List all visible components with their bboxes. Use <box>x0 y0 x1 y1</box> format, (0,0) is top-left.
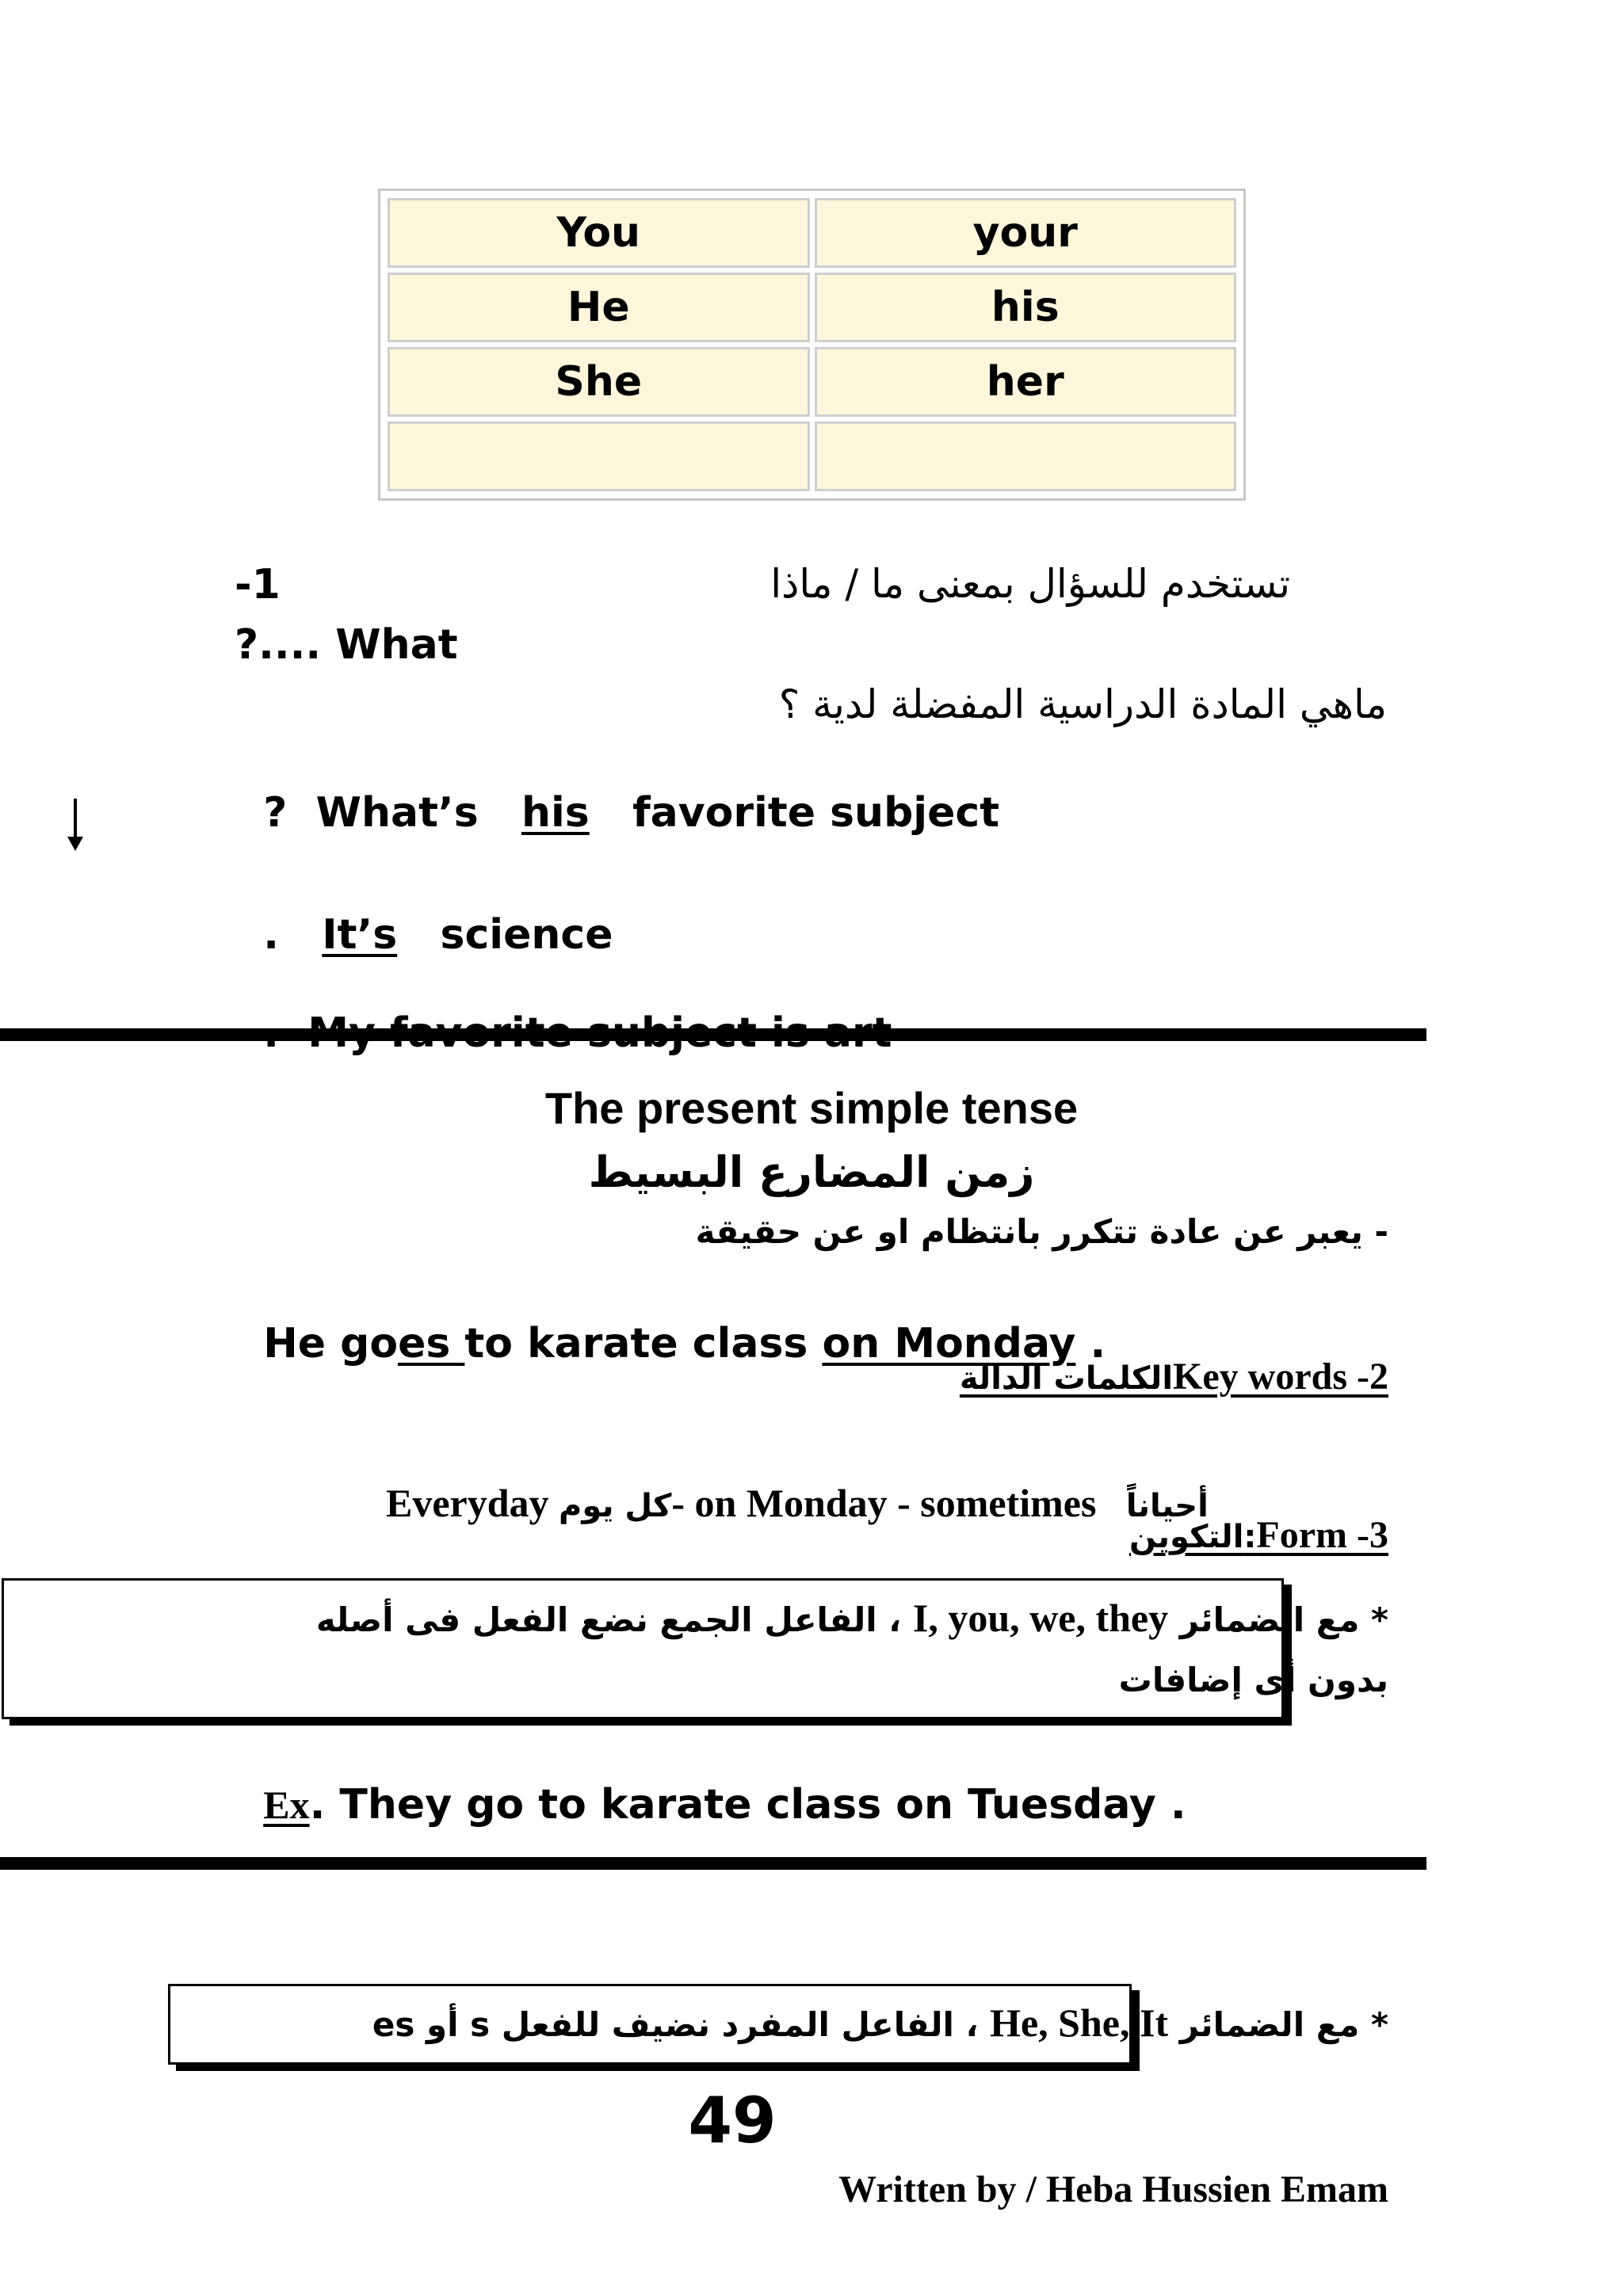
table-cell: He <box>388 273 810 342</box>
period: . <box>263 911 279 959</box>
example-question <box>235 742 999 837</box>
section-divider <box>0 1857 1426 1870</box>
underlined-phrase: on Monday <box>822 1320 1076 1367</box>
author-credit: Written by / Heba Hussien Emam <box>838 2168 1388 2210</box>
rule-singular-subjects <box>372 2000 1388 2046</box>
sentence: . They go to karate class on Tuesday . <box>309 1781 1186 1829</box>
pronoun-table <box>378 189 1246 501</box>
table-cell: her <box>815 347 1237 417</box>
text-arabic: ، الفاعل الجمع نضع الفعل فى أصله بدون أى إضافات <box>315 1600 1388 1699</box>
keyword-arabic: كل يوم <box>559 1488 672 1524</box>
example-answer-2 <box>235 962 892 1057</box>
keyword: - on Monday - sometimes <box>671 1481 1097 1525</box>
heading-arabic: التكوين: <box>1128 1519 1257 1555</box>
underlined-word: his <box>521 789 590 837</box>
table-cell <box>815 421 1237 491</box>
example-label: Ex <box>263 1783 310 1827</box>
table-cell: She <box>388 347 810 417</box>
form-heading <box>1129 1513 1388 1557</box>
table-row <box>388 273 1236 342</box>
arabic-usage-note: تستخدم للسؤال بمعنى ما / ماذا <box>770 561 1290 607</box>
question-mark: ? <box>263 789 288 837</box>
word: science <box>440 911 613 959</box>
key-words-list <box>366 1434 1209 1526</box>
definition-arabic: - يعبر عن عادة تتكرر بانتظام او عن حقيقة <box>695 1212 1388 1251</box>
table-row <box>388 347 1236 417</box>
heading-english: Form -3 <box>1256 1514 1388 1556</box>
example-answer-1 <box>235 864 613 959</box>
example-sentence-2 <box>235 1733 1186 1829</box>
pronouns: I, you, we, they <box>912 1596 1169 1640</box>
heading-arabic: الكلمات الدالة <box>959 1360 1174 1397</box>
text: to karate class <box>464 1320 823 1367</box>
pronouns: He, She, It <box>990 2000 1169 2045</box>
page-number: 49 <box>688 2084 777 2157</box>
table-cell: his <box>815 273 1237 342</box>
down-arrow-icon <box>63 797 87 852</box>
text: . <box>1075 1320 1106 1367</box>
section-title-arabic: زمن المضارع البسيط <box>588 1147 1035 1197</box>
keyword: Everyday <box>386 1481 549 1525</box>
table-cell <box>388 421 810 491</box>
text-arabic: ، الفاعل المفرد نضيف للفعل s أو es <box>372 2005 979 2044</box>
underlined-suffix: es <box>398 1320 465 1367</box>
keyword-arabic: أحياناً <box>1125 1488 1209 1524</box>
section-title: The present simple tense <box>544 1083 1079 1133</box>
table-row <box>388 421 1236 491</box>
key-words-heading <box>960 1355 1388 1398</box>
text-arabic: * مع الضمائر <box>1179 1600 1388 1639</box>
text-arabic: * مع الضمائر <box>1179 2005 1388 2044</box>
table-cell: your <box>815 198 1237 268</box>
section-divider <box>0 1028 1426 1041</box>
what-pattern: ?.... What <box>235 621 458 669</box>
table-cell: You <box>388 198 810 268</box>
rule-plural-subjects <box>238 1588 1388 1711</box>
underlined-word: It’s <box>322 911 398 959</box>
word: What’s <box>315 789 479 837</box>
example-sentence-1 <box>235 1272 1106 1367</box>
arabic-question: ماهي المادة الدراسية المفضلة لدية ؟ <box>778 681 1387 727</box>
heading-english: Key words -2 <box>1173 1356 1388 1398</box>
section-number: -1 <box>235 561 281 608</box>
text: He go <box>263 1320 399 1367</box>
table-row <box>388 198 1236 268</box>
word: favorite subject <box>632 789 1000 837</box>
